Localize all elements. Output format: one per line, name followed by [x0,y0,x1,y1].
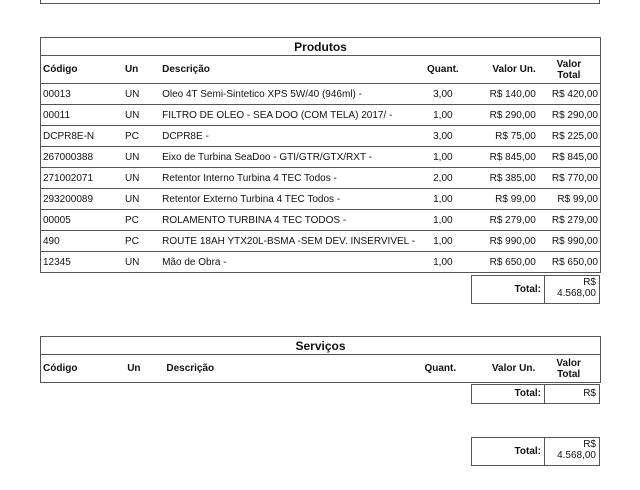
cell-codigo: 490 [41,231,123,252]
cell-quant: 1,00 [417,105,469,126]
cell-codigo: DCPR8E-N [41,126,123,147]
table-row [41,126,601,147]
cell-valor-total: R$ 845,00 [538,147,601,168]
cell-valor-un: R$ 75,00 [469,126,538,147]
cell-valor-un: R$ 140,00 [469,84,538,105]
table-row [41,84,601,105]
table-row [41,105,601,126]
cell-descricao: ROLAMENTO TURBINA 4 TEC TODOS - [160,210,417,231]
cell-quant: 2,00 [417,168,469,189]
servicos-title: Serviços [41,337,601,355]
produtos-total-label: Total: [472,276,545,303]
cell-codigo: 00005 [41,210,123,231]
grand-total-label: Total: [472,438,545,465]
cell-valor-un: R$ 385,00 [469,168,538,189]
cell-valor-un: R$ 99,00 [469,189,538,210]
cell-descricao: ROUTE 18AH YTX20L-BSMA -SEM DEV. INSERVIVEL - [160,231,417,252]
table-row [41,252,601,273]
cell-valor-un: R$ 290,00 [469,105,538,126]
produtos-title: Produtos [41,38,601,56]
cell-quant: 1,00 [417,189,469,210]
table-row [41,147,601,168]
servicos-col-codigo: Código [41,355,126,383]
cell-un: UN [123,147,160,168]
table-row [41,231,601,252]
grand-total-amount: 4.568,00 [557,450,596,461]
servicos-col-descricao: Descrição [164,355,413,383]
produtos-total-value [557,277,596,299]
cell-codigo: 267000388 [41,147,123,168]
cell-un: UN [123,189,160,210]
servicos-col-valor-total [537,355,600,383]
cell-un: UN [123,252,160,273]
cell-descricao: Retentor Interno Turbina 4 TEC Todos - [160,168,417,189]
cell-un: UN [123,105,160,126]
cell-valor-un: R$ 845,00 [469,147,538,168]
cell-valor-total: R$ 650,00 [538,252,601,273]
cell-valor-un: R$ 650,00 [469,252,538,273]
cell-valor-total: R$ 279,00 [538,210,601,231]
cell-un: PC [123,231,160,252]
produtos-total-currency: R$ [583,277,596,288]
cell-quant: 3,00 [417,84,469,105]
cell-valor-un: R$ 279,00 [469,210,538,231]
cell-descricao: Oleo 4T Semi-Sintetico XPS 5W/40 (946ml) - [160,84,417,105]
cell-quant: 3,00 [417,126,469,147]
table-row [41,168,601,189]
servicos-total-box [471,384,600,404]
table-row [41,189,601,210]
cell-descricao: DCPR8E - [160,126,417,147]
cell-valor-total: R$ 225,00 [538,126,601,147]
cell-un: PC [123,126,160,147]
grand-total-box [471,437,600,466]
cell-valor-total: R$ 990,00 [538,231,601,252]
cell-descricao: FILTRO DE OLEO - SEA DOO (COM TELA) 2017/ - [160,105,417,126]
cell-descricao: Retentor Externo Turbina 4 TEC Todos - [160,189,417,210]
servicos-col-valor-total-line1: Valor [556,357,581,369]
cell-codigo: 00013 [41,84,123,105]
cell-valor-total: R$ 770,00 [538,168,601,189]
col-un: Un [123,56,160,84]
produtos-table [40,37,601,273]
cell-codigo: 271002071 [41,168,123,189]
cell-valor-un: R$ 990,00 [469,231,538,252]
cell-quant: 1,00 [417,231,469,252]
servicos-col-valor-total-line2: Total [557,368,581,380]
produtos-rows [41,84,601,273]
produtos-total-amount: 4.568,00 [557,288,596,299]
servicos-total-value: R$ [583,388,596,399]
grand-total-value [557,439,596,461]
servicos-col-un: Un [125,355,164,383]
cell-un: PC [123,210,160,231]
grand-total-currency: R$ [583,439,596,450]
cell-valor-total: R$ 290,00 [538,105,601,126]
cell-codigo: 00011 [41,105,123,126]
servicos-col-valor-un: Valor Un. [467,355,537,383]
col-codigo: Código [41,56,123,84]
cell-valor-total: R$ 99,00 [538,189,601,210]
cell-codigo: 293200089 [41,189,123,210]
col-valor-un: Valor Un. [469,56,538,84]
col-quant: Quant. [417,56,469,84]
servicos-total-label: Total: [472,385,545,403]
table-row [41,210,601,231]
servicos-col-quant: Quant. [414,355,467,383]
previous-section-box [40,0,600,4]
cell-codigo: 12345 [41,252,123,273]
col-valor-total-line1: Valor [556,58,582,70]
col-descricao: Descrição [160,56,417,84]
cell-valor-total: R$ 420,00 [538,84,601,105]
cell-descricao: Mão de Obra - [160,252,417,273]
col-valor-total [538,56,601,84]
produtos-total-box [471,275,600,304]
cell-quant: 1,00 [417,147,469,168]
cell-quant: 1,00 [417,210,469,231]
col-valor-total-line2: Total [557,69,581,81]
cell-un: UN [123,168,160,189]
cell-un: UN [123,84,160,105]
servicos-table [40,336,601,383]
cell-descricao: Eixo de Turbina SeaDoo - GTI/GTR/GTX/RXT - [160,147,417,168]
cell-quant: 1,00 [417,252,469,273]
